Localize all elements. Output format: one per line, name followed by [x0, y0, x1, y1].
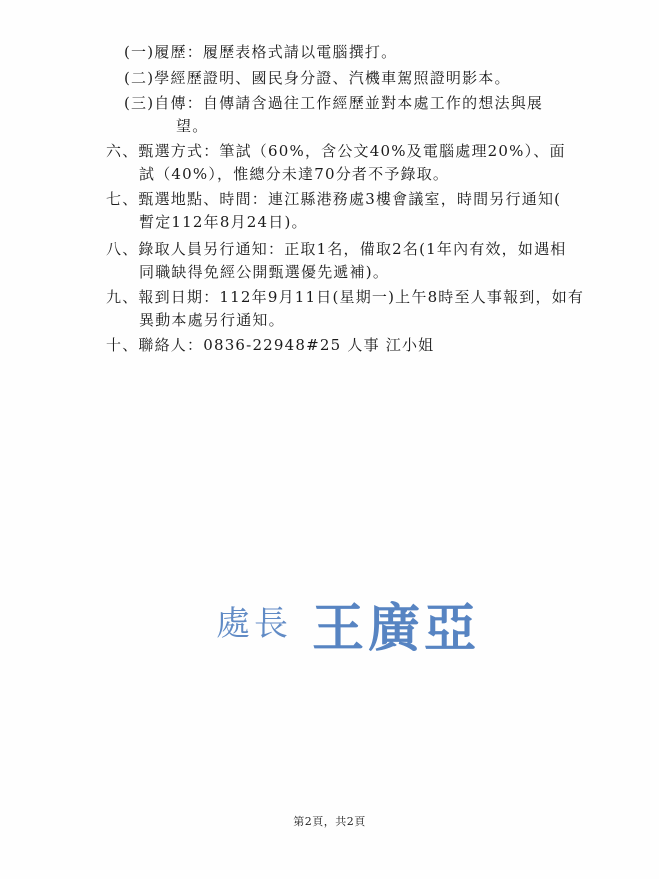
- page-number: 第2頁，共2頁: [293, 815, 366, 828]
- seal-title: 處長: [216, 604, 292, 644]
- item-selection-method-cont: 試（40%），惟總分未達70分者不予錄取。: [139, 165, 450, 183]
- item-hiring-notice: 八、錄取人員另行通知：正取1名，備取2名(1年內有效，如遇相: [106, 240, 567, 258]
- item-resume: (一)履歷：履歷表格式請以電腦撰打。: [124, 43, 398, 61]
- item-selection-method: 六、甄選方式：筆試（60%，含公文40%及電腦處理20%）、面: [106, 142, 566, 160]
- item-autobiography-cont: 望。: [176, 117, 209, 135]
- item-contact: 十、聯絡人：0836-22948#25 人事 江小姐: [106, 336, 435, 354]
- item-autobiography: (三)自傳：自傳請含過往工作經歷並對本處工作的想法與展: [124, 94, 544, 112]
- item-hiring-notice-cont: 同職缺得免經公開甄選優先遞補)。: [139, 263, 390, 281]
- director-seal: [208, 586, 498, 659]
- item-report-date-cont: 異動本處另行通知。: [139, 311, 285, 329]
- item-certificates: (二)學經歷證明、國民身分證、汽機車駕照證明影本。: [124, 69, 511, 87]
- item-selection-location-cont: 暫定112年8月24日)。: [139, 213, 308, 231]
- seal-name: 王廣亞: [312, 598, 481, 659]
- item-report-date: 九、報到日期：112年9月11日(星期一)上午8時至人事報到，如有: [106, 288, 585, 306]
- item-selection-location: 七、甄選地點、時間：連江縣港務處3樓會議室，時間另行通知(: [106, 190, 562, 208]
